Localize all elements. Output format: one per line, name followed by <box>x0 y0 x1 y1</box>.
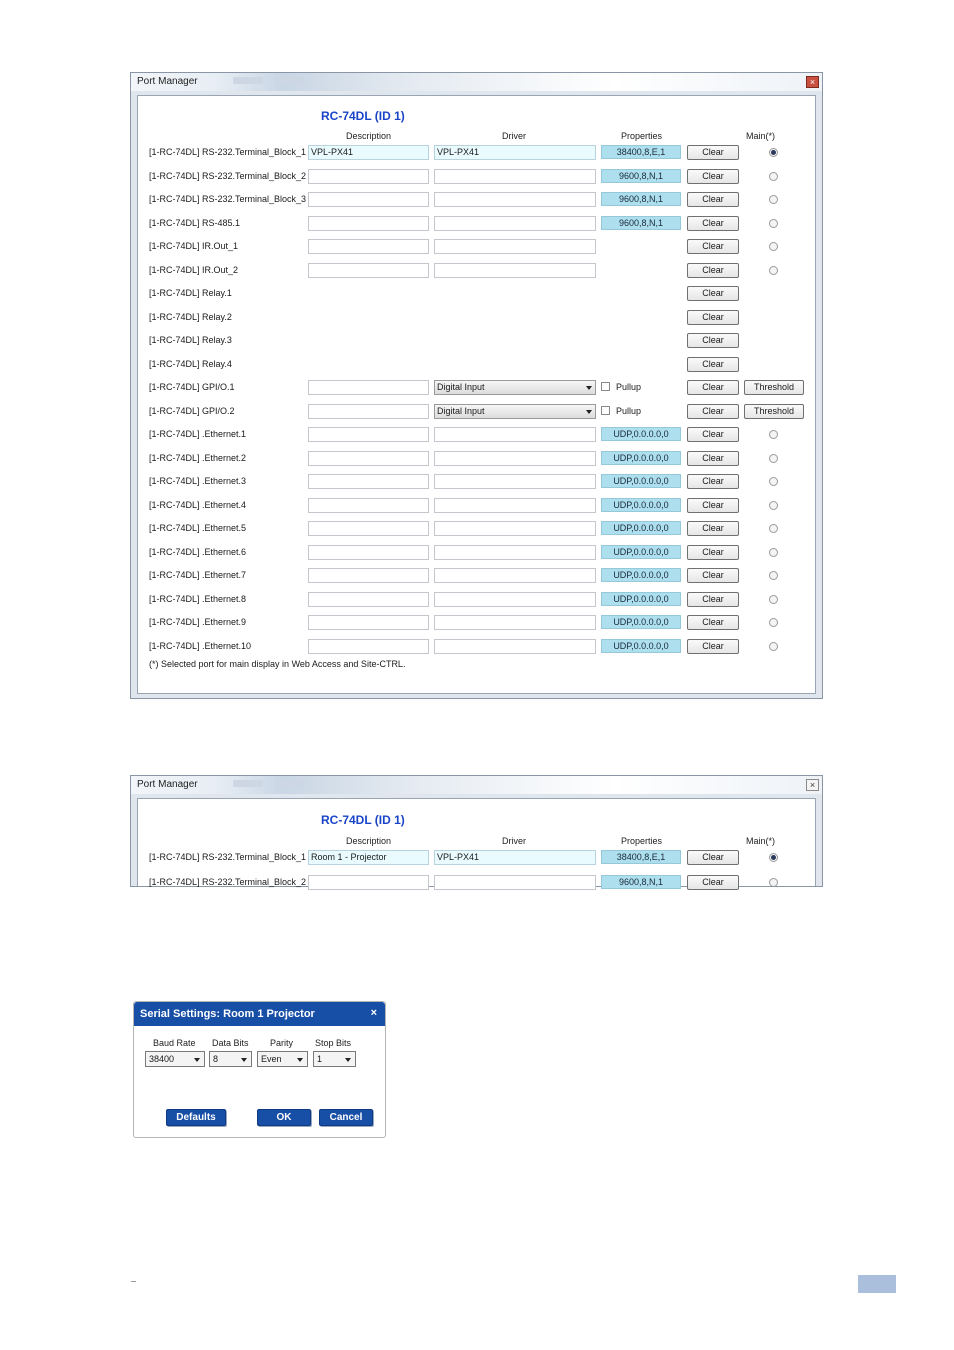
description-input[interactable]: Room 1 - Projector <box>308 850 429 865</box>
chevron-down-icon <box>297 1058 303 1062</box>
description-input[interactable] <box>308 875 429 890</box>
column-header-description: Description <box>346 836 392 846</box>
clear-button[interactable]: Clear <box>687 357 739 372</box>
driver-input[interactable] <box>434 451 596 466</box>
driver-input[interactable] <box>434 615 596 630</box>
clear-button[interactable]: Clear <box>687 333 739 348</box>
column-header-driver: Driver <box>502 131 526 141</box>
stop-bits-label: Stop Bits <box>315 1038 352 1048</box>
data-bits-label: Data Bits <box>212 1038 249 1048</box>
port-manager-panel <box>137 798 816 886</box>
defaults-button[interactable]: Defaults <box>166 1109 226 1126</box>
driver-input[interactable]: VPL-PX41 <box>434 850 596 865</box>
main-display-radio[interactable] <box>769 266 778 275</box>
port-label: [1-RC-74DL] .Ethernet.1 <box>149 429 247 439</box>
column-header-properties: Properties <box>621 836 663 846</box>
clear-button[interactable]: Clear <box>687 521 739 536</box>
port-label: [1-RC-74DL] Relay.4 <box>149 358 232 369</box>
clear-button[interactable]: Clear <box>687 404 739 419</box>
column-header-description: Description <box>346 131 392 141</box>
main-display-radio[interactable] <box>769 430 778 439</box>
main-display-radio[interactable] <box>769 454 778 463</box>
port-label: [1-RC-74DL] RS-232.Terminal_Block_2 <box>149 876 307 887</box>
close-icon[interactable]: × <box>806 779 819 791</box>
main-display-radio[interactable] <box>769 219 778 228</box>
driver-input[interactable] <box>434 639 596 654</box>
clear-button[interactable]: Clear <box>687 427 739 442</box>
description-input[interactable] <box>308 404 429 419</box>
properties-field[interactable]: 38400,8,E,1 <box>601 850 681 864</box>
parity-label: Parity <box>270 1038 294 1048</box>
main-display-radio[interactable] <box>769 595 778 604</box>
port-label: [1-RC-74DL] .Ethernet.9 <box>149 617 247 627</box>
device-header: RC-74DL (ID 1) <box>321 109 405 123</box>
blurred-tab <box>275 780 305 787</box>
chevron-down-icon <box>345 1058 351 1062</box>
dialog-title: Serial Settings: Room 1 Projector <box>140 1008 315 1020</box>
description-input[interactable] <box>308 521 429 536</box>
port-label: [1-RC-74DL] .Ethernet.6 <box>149 546 247 557</box>
port-label: [1-RC-74DL] GPI/O.1 <box>149 382 235 392</box>
main-display-radio[interactable] <box>769 548 778 557</box>
blurred-tab <box>233 77 263 84</box>
gpio-mode-value: Digital Input <box>437 382 485 392</box>
title-bar[interactable] <box>131 776 822 794</box>
main-display-radio[interactable] <box>769 195 778 204</box>
main-display-radio[interactable] <box>769 571 778 580</box>
clear-button[interactable]: Clear <box>687 169 739 184</box>
column-header-main: Main(*) <box>746 131 776 141</box>
data-bits-select[interactable] <box>209 1051 252 1067</box>
main-display-radio[interactable] <box>769 501 778 510</box>
main-display-radio[interactable] <box>769 618 778 627</box>
description-input[interactable] <box>308 592 429 607</box>
description-input[interactable]: VPL-PX41 <box>308 145 429 160</box>
clear-button[interactable]: Clear <box>687 639 739 654</box>
properties-field[interactable]: UDP,0.0.0.0,0 <box>601 639 681 653</box>
device-header: RC-74DL (ID 1) <box>321 813 405 827</box>
properties-field[interactable]: UDP,0.0.0.0,0 <box>601 474 681 488</box>
port-manager-window-edited <box>130 775 823 887</box>
gpio-mode-dropdown[interactable] <box>434 404 596 419</box>
clear-button[interactable]: Clear <box>687 239 739 254</box>
driver-input[interactable] <box>434 592 596 607</box>
port-label: [1-RC-74DL] Relay.1 <box>149 288 232 298</box>
description-input[interactable] <box>308 639 429 654</box>
port-label: [1-RC-74DL] RS-232.Terminal_Block_1 <box>149 852 307 862</box>
port-label: [1-RC-74DL] RS-232.Terminal_Block_1 <box>149 147 307 157</box>
description-input[interactable] <box>308 216 429 231</box>
clear-button[interactable]: Clear <box>687 850 739 865</box>
pullup-label: Pullup <box>616 405 642 416</box>
driver-input[interactable] <box>434 239 596 254</box>
driver-input[interactable] <box>434 568 596 583</box>
properties-field[interactable]: 9600,8,N,1 <box>601 216 681 230</box>
port-manager-window <box>130 72 823 699</box>
gpio-mode-dropdown[interactable] <box>434 380 596 395</box>
driver-input[interactable] <box>434 192 596 207</box>
clear-button[interactable]: Clear <box>687 592 739 607</box>
main-display-radio[interactable] <box>769 172 778 181</box>
driver-input[interactable] <box>434 498 596 513</box>
gpio-mode-value: Digital Input <box>437 405 485 416</box>
blurred-tab <box>275 77 305 84</box>
port-label: [1-RC-74DL] RS-485.1 <box>149 217 241 228</box>
column-header-main: Main(*) <box>746 836 776 846</box>
baud-rate-value: 38400 <box>149 1054 175 1064</box>
driver-input[interactable] <box>434 521 596 536</box>
clear-button[interactable]: Clear <box>687 474 739 489</box>
pullup-checkbox[interactable] <box>601 382 610 391</box>
page-number-tab <box>858 1275 896 1293</box>
driver-input[interactable] <box>434 545 596 560</box>
clear-button[interactable]: Clear <box>687 192 739 207</box>
threshold-button[interactable]: Threshold <box>744 404 804 419</box>
port-label: [1-RC-74DL] RS-232.Terminal_Block_2 <box>149 170 307 181</box>
column-header-properties: Properties <box>621 131 663 141</box>
dialog-title-bar <box>134 1002 385 1026</box>
description-input[interactable] <box>308 263 429 278</box>
port-manager-panel <box>137 95 816 694</box>
description-input[interactable] <box>308 451 429 466</box>
close-icon[interactable]: × <box>806 76 819 88</box>
properties-field[interactable]: 9600,8,N,1 <box>601 192 681 206</box>
column-header-driver: Driver <box>502 836 526 846</box>
driver-input[interactable] <box>434 169 596 184</box>
port-label: [1-RC-74DL] .Ethernet.3 <box>149 476 247 486</box>
description-input[interactable] <box>308 568 429 583</box>
footnote: (*) Selected port for main display in Web Access and Site-CTRL. <box>149 659 406 669</box>
port-label: [1-RC-74DL] .Ethernet.2 <box>149 452 247 463</box>
port-label: [1-RC-74DL] IR.Out_1 <box>149 241 239 251</box>
clear-button[interactable]: Clear <box>687 380 739 395</box>
main-display-radio[interactable] <box>769 642 778 651</box>
properties-field[interactable]: UDP,0.0.0.0,0 <box>601 545 681 559</box>
driver-input[interactable] <box>434 474 596 489</box>
properties-field[interactable]: 9600,8,N,1 <box>601 169 681 183</box>
clear-button[interactable]: Clear <box>687 145 739 160</box>
port-label: [1-RC-74DL] .Ethernet.7 <box>149 570 247 580</box>
properties-field[interactable]: 38400,8,E,1 <box>601 145 681 159</box>
parity-value: Even <box>261 1054 282 1064</box>
main-display-radio[interactable] <box>769 477 778 486</box>
stop-bits-value: 1 <box>317 1054 323 1064</box>
threshold-button[interactable]: Threshold <box>744 380 804 395</box>
main-display-radio[interactable] <box>769 524 778 533</box>
description-input[interactable] <box>308 498 429 513</box>
port-label: [1-RC-74DL] .Ethernet.4 <box>149 499 247 510</box>
data-bits-value: 8 <box>213 1054 219 1064</box>
driver-input[interactable] <box>434 427 596 442</box>
port-label: [1-RC-74DL] .Ethernet.8 <box>149 593 247 604</box>
cancel-button[interactable]: Cancel <box>319 1109 373 1126</box>
description-input[interactable] <box>308 380 429 395</box>
clear-button[interactable]: Clear <box>687 263 739 278</box>
title-bar[interactable] <box>131 73 822 91</box>
clear-button[interactable]: Clear <box>687 216 739 231</box>
pullup-label: Pullup <box>616 382 642 392</box>
clear-button[interactable]: Clear <box>687 545 739 560</box>
chevron-down-icon <box>586 386 592 390</box>
clear-button[interactable]: Clear <box>687 498 739 513</box>
main-display-radio-selected[interactable] <box>769 853 778 862</box>
port-label: [1-RC-74DL] RS-232.Terminal_Block_3 <box>149 194 307 204</box>
port-label: [1-RC-74DL] .Ethernet.10 <box>149 640 252 651</box>
parity-select[interactable] <box>257 1051 308 1067</box>
clear-button[interactable]: Clear <box>687 615 739 630</box>
page-dash <box>131 1281 136 1282</box>
properties-field[interactable]: UDP,0.0.0.0,0 <box>601 498 681 512</box>
chevron-down-icon <box>586 410 592 414</box>
chevron-down-icon <box>194 1058 200 1062</box>
window-title: Port Manager <box>137 779 198 790</box>
driver-input[interactable] <box>434 216 596 231</box>
chevron-down-icon <box>241 1058 247 1062</box>
description-input[interactable] <box>308 474 429 489</box>
main-display-radio-selected[interactable] <box>769 148 778 157</box>
driver-input[interactable]: VPL-PX41 <box>434 145 596 160</box>
properties-field[interactable]: UDP,0.0.0.0,0 <box>601 568 681 582</box>
port-label: [1-RC-74DL] Relay.2 <box>149 311 232 322</box>
baud-rate-label: Baud Rate <box>153 1038 196 1048</box>
clear-button[interactable]: Clear <box>687 875 739 890</box>
stop-bits-select[interactable] <box>313 1051 356 1067</box>
properties-field[interactable]: UDP,0.0.0.0,0 <box>601 521 681 535</box>
description-input[interactable] <box>308 545 429 560</box>
blurred-tab <box>233 780 263 787</box>
main-display-radio[interactable] <box>769 878 778 887</box>
driver-input[interactable] <box>434 875 596 890</box>
main-display-radio[interactable] <box>769 242 778 251</box>
window-title: Port Manager <box>137 76 198 87</box>
properties-field[interactable]: UDP,0.0.0.0,0 <box>601 615 681 629</box>
ok-button[interactable]: OK <box>257 1109 311 1126</box>
port-label: [1-RC-74DL] GPI/O.2 <box>149 405 235 416</box>
driver-input[interactable] <box>434 263 596 278</box>
baud-rate-select[interactable] <box>145 1051 205 1067</box>
description-input[interactable] <box>308 192 429 207</box>
properties-field[interactable]: UDP,0.0.0.0,0 <box>601 427 681 441</box>
port-label: [1-RC-74DL] Relay.3 <box>149 335 232 345</box>
clear-button[interactable]: Clear <box>687 568 739 583</box>
properties-field[interactable]: 9600,8,N,1 <box>601 875 681 889</box>
serial-settings-dialog <box>133 1001 386 1138</box>
description-input[interactable] <box>308 239 429 254</box>
description-input[interactable] <box>308 427 429 442</box>
properties-field[interactable]: UDP,0.0.0.0,0 <box>601 451 681 465</box>
port-label: [1-RC-74DL] .Ethernet.5 <box>149 523 247 533</box>
pullup-checkbox[interactable] <box>601 406 610 415</box>
clear-button[interactable]: Clear <box>687 286 739 301</box>
description-input[interactable] <box>308 615 429 630</box>
clear-button[interactable]: Clear <box>687 310 739 325</box>
description-input[interactable] <box>308 169 429 184</box>
clear-button[interactable]: Clear <box>687 451 739 466</box>
properties-field[interactable]: UDP,0.0.0.0,0 <box>601 592 681 606</box>
close-icon[interactable]: × <box>370 1007 377 1019</box>
port-label: [1-RC-74DL] IR.Out_2 <box>149 264 239 275</box>
